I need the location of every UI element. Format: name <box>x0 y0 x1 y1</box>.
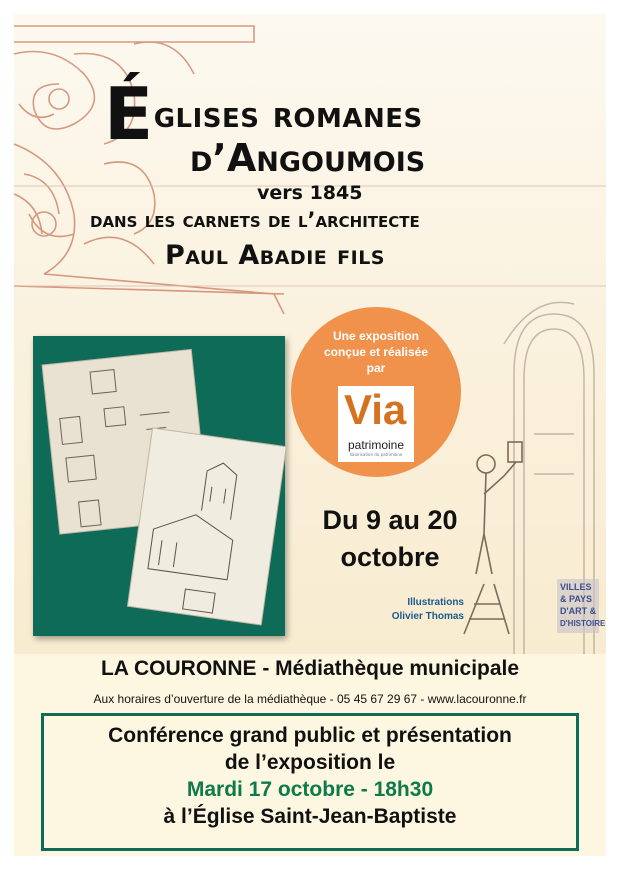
exhibition-dates <box>290 502 490 576</box>
badge-line-1: Une exposition <box>332 329 419 343</box>
logo-mark: Via <box>344 386 407 433</box>
villes-pays-label <box>557 579 606 633</box>
badge-line-3: par <box>366 361 386 375</box>
notebook-photo <box>33 336 285 636</box>
title-date: vers 1845 <box>257 182 363 204</box>
illustration-credit <box>374 596 464 624</box>
title-line-1-rest: glises romanes <box>153 93 423 136</box>
conference-line-2: de l’exposition le <box>224 751 396 774</box>
label-line-3: D'ART & <box>560 606 597 616</box>
notebook-sketches-image <box>33 336 285 636</box>
credit-line-1: Illustrations <box>407 597 464 608</box>
badge-text <box>291 328 461 376</box>
conference-line-1: Conférence grand public et présentation <box>108 724 512 747</box>
conference-box <box>41 713 579 851</box>
conference-place: à l’Église Saint-Jean-Baptiste <box>163 805 457 828</box>
logo-word: patrimoine <box>347 438 405 452</box>
badge-line-2: conçue et réalisée <box>323 345 429 359</box>
dates-line-1: Du 9 au 20 <box>322 505 458 535</box>
label-line-4: D'HISTOIRE <box>560 619 606 628</box>
poster-upper <box>14 14 606 654</box>
via-patrimoine-logo <box>338 386 414 462</box>
title-initial: É <box>104 72 154 156</box>
exhibition-badge <box>291 307 461 477</box>
logo-tagline: Valorisation du patrimoine <box>349 452 403 457</box>
title-line-2: d’Angoumois <box>190 136 426 180</box>
label-line-2: & PAYS <box>560 594 593 604</box>
dates-line-2: octobre <box>340 542 440 572</box>
venue-info: Aux horaires d’ouverture de la médiathèque - 05 45 67 29 67 - www.lacouronne.fr <box>93 692 527 706</box>
title-architect: Paul Abadie fils <box>165 240 385 271</box>
poster <box>14 14 606 856</box>
label-line-1: VILLES <box>560 582 592 592</box>
conference-date: Mardi 17 octobre - 18h30 <box>186 778 434 801</box>
title-subtitle: dans les carnets de l’architecte <box>90 208 420 232</box>
credit-line-2: Olivier Thomas <box>391 611 464 622</box>
poster-lower <box>14 654 606 856</box>
venue-name: LA COURONNE - Médiathèque municipale <box>100 657 520 680</box>
